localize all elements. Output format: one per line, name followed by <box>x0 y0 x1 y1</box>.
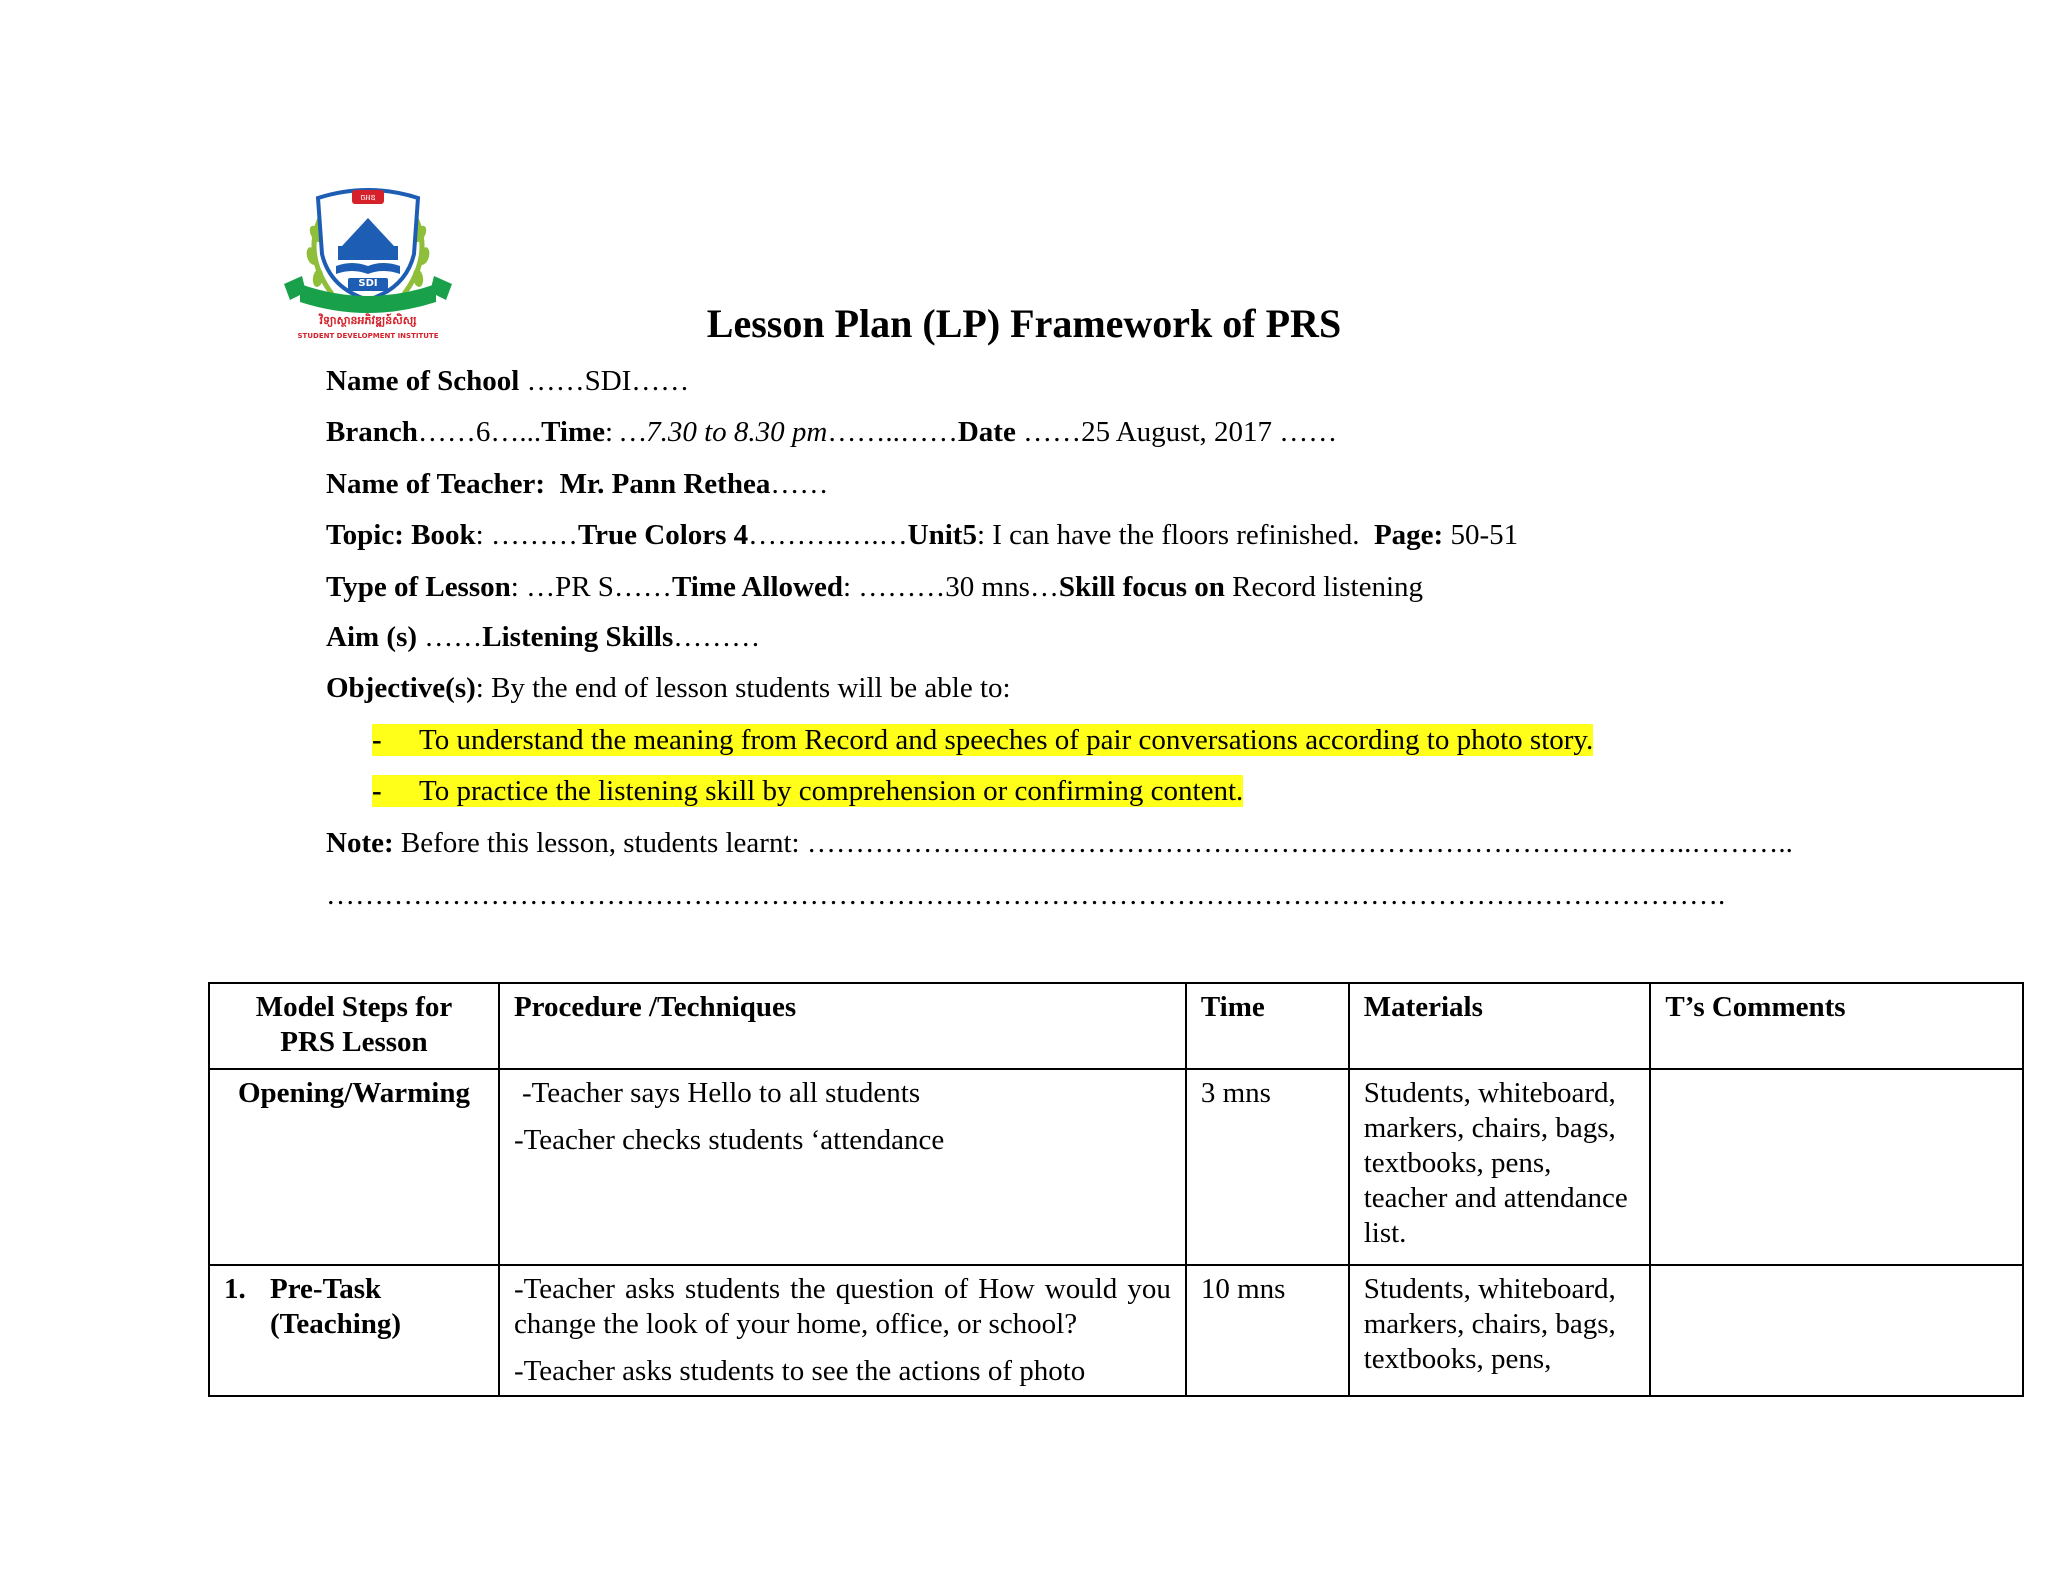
aim-dots: …… <box>417 621 483 653</box>
comments-cell <box>1650 1265 2023 1396</box>
lesson-plan-table <box>208 982 2024 1397</box>
topic-dots: : ……… <box>475 519 578 551</box>
unit-label: Unit5 <box>907 519 977 551</box>
skill-label: Skill focus on <box>1058 571 1225 603</box>
time-allowed-value: : ………30 mns… <box>843 571 1059 603</box>
time-cell: 10 mns <box>1186 1265 1349 1396</box>
topic-line <box>326 519 1518 552</box>
header-comments: T’s Comments <box>1650 983 2023 1069</box>
lesson-type-line <box>326 571 1423 604</box>
book-dots: ……….….… <box>748 519 908 551</box>
note-dots: ………………………………………………………………………………………………………………………………. <box>326 879 1726 911</box>
objective-label: Objective(s) <box>326 672 476 704</box>
step-name: Pre-Task (Teaching) <box>270 1273 402 1340</box>
procedure-item: -Teacher asks students to see the actions of photo <box>513 1355 1086 1387</box>
objective-line <box>326 672 1011 705</box>
logo-top-text: ចអឧ <box>360 193 376 202</box>
book-value: True Colors 4 <box>577 519 749 551</box>
branch-label: Branch <box>326 416 418 448</box>
objective-item <box>372 775 1243 808</box>
table-row <box>209 1069 2023 1265</box>
bullet-dash: - <box>372 775 382 807</box>
time-allowed-label: Time Allowed <box>671 571 843 603</box>
teacher-dots: …… <box>770 468 829 500</box>
teacher-line <box>326 468 828 501</box>
time-cell: 3 mns <box>1186 1069 1349 1265</box>
school-line <box>326 365 689 398</box>
school-value: ……SDI…… <box>526 365 690 397</box>
objective-item <box>372 724 1593 757</box>
aim-value: Listening Skills <box>482 621 674 653</box>
comments-cell <box>1650 1069 2023 1265</box>
skill-value: Record listening <box>1224 571 1424 603</box>
header-model-steps: Model Steps for PRS Lesson <box>209 983 499 1069</box>
unit-value: : I can have the floors refinished. <box>976 519 1360 551</box>
teacher-value: Mr. Pann Rethea <box>559 468 771 500</box>
header-procedure: Procedure /Techniques <box>499 983 1186 1069</box>
aim-line <box>326 621 760 654</box>
school-label: Name of School <box>326 365 520 397</box>
date-value: ……25 August, 2017 …… <box>1015 416 1338 448</box>
header-time: Time <box>1186 983 1349 1069</box>
branch-value: ……6…... <box>417 416 542 448</box>
procedure-item: -Teacher says Hello to all students <box>521 1077 921 1109</box>
step-cell: Opening/Warming <box>209 1069 499 1265</box>
objective-value: : By the end of lesson students will be able to: <box>475 672 1011 704</box>
logo-khmer-name: វិទ្យាស្ថានអភិវឌ្ឍន៍សិស្ស <box>319 314 417 327</box>
aim-label: Aim (s) <box>326 621 418 653</box>
table-row <box>209 1265 2023 1396</box>
logo-abbreviation: SDI <box>358 278 378 289</box>
procedure-item: -Teacher asks students the question of How would you change the look of your home, office, or school? <box>513 1273 1171 1340</box>
procedure-item: -Teacher checks students ‘attendance <box>513 1124 945 1156</box>
teacher-label: Name of Teacher: <box>326 468 546 500</box>
aim-trail: ……… <box>673 621 761 653</box>
objective-text: To understand the meaning from Record and speeches of pair conversations according to photo story. <box>419 724 1594 756</box>
topic-label: Topic: Book <box>326 519 476 551</box>
date-label: Date <box>957 416 1016 448</box>
note-value: Before this lesson, students learnt: ………………………………………………………………………………..……….. <box>393 827 1793 859</box>
bullet-dash: - <box>372 724 382 756</box>
procedure-cell <box>499 1069 1186 1265</box>
step-number: 1. <box>224 1273 246 1305</box>
lesson-type-value: : …PR S…… <box>510 571 672 603</box>
logo-english-name: STUDENT DEVELOPMENT INSTITUTE <box>297 332 439 340</box>
note-line <box>326 827 1793 860</box>
time-label: Time <box>541 416 605 448</box>
time-value: …7.30 to 8.30 pm <box>620 416 828 448</box>
note-label: Note: <box>326 827 394 859</box>
branch-time-date-line: Branch……6…...Time: …7.30 to 8.30 pm……..……Date ……25 August, 2017 …… <box>326 416 1338 448</box>
step-cell <box>209 1265 499 1396</box>
page-label: Page: <box>1373 519 1444 551</box>
materials-cell: Students, whiteboard, markers, chairs, bags, textbooks, pens, <box>1349 1265 1651 1396</box>
page-value: 50-51 <box>1443 519 1519 551</box>
materials-cell: Students, whiteboard, markers, chairs, bags, textbooks, pens, teacher and attendance list. <box>1349 1069 1651 1265</box>
page-title: Lesson Plan (LP) Framework of PRS <box>706 301 1342 346</box>
objective-text: To practice the listening skill by comprehension or confirming content. <box>419 775 1244 807</box>
procedure-cell <box>499 1265 1186 1396</box>
lesson-type-label: Type of Lesson <box>326 571 511 603</box>
header-materials: Materials <box>1349 983 1651 1069</box>
table-header-row <box>209 983 2023 1069</box>
note-line-2 <box>326 879 1725 912</box>
time-dots: ……..…… <box>827 416 958 448</box>
